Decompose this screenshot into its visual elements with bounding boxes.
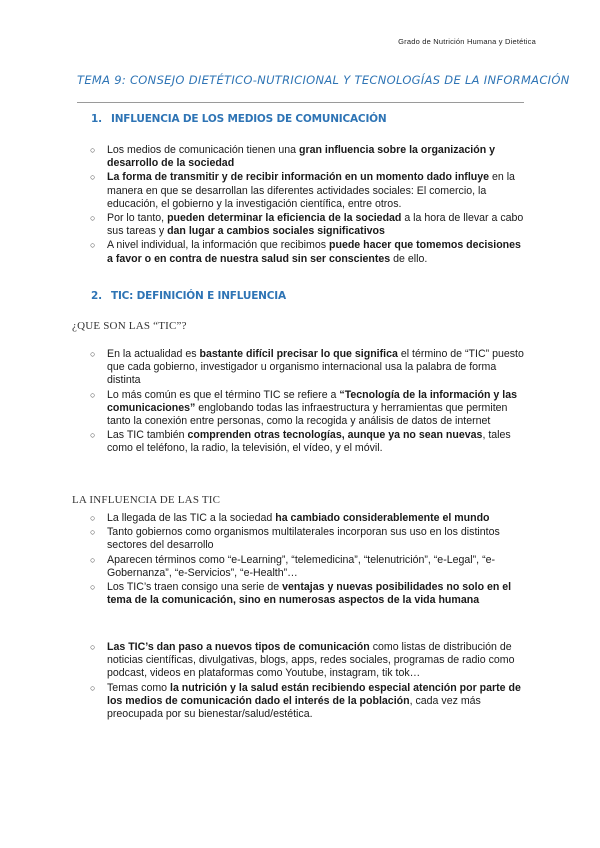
list-item xyxy=(88,526,524,552)
bold-text: comprenden otras tecnologías, aunque ya no sean nuevas xyxy=(187,429,483,442)
text: el término de “TIC” puesto que cada gobierno, investigador u organismo internacional usa la palabra de forma distinta xyxy=(107,348,524,387)
bullet-icon: ○ xyxy=(90,349,96,359)
section-heading-1 xyxy=(91,113,386,125)
bullet-list-new-communication xyxy=(88,641,524,722)
section-title: INFLUENCIA DE LOS MEDIOS DE COMUNICACIÓN xyxy=(111,113,387,125)
subheading-influencia-tic: LA INFLUENCIA DE LAS TIC xyxy=(72,494,221,506)
bullet-icon: ○ xyxy=(90,527,96,538)
list-item xyxy=(88,581,524,607)
section-title: TIC: DEFINICIÓN E INFLUENCIA xyxy=(111,290,286,302)
section-number: 1. xyxy=(91,113,102,125)
text: Temas como xyxy=(107,681,170,694)
bold-text: La forma de transmitir y de recibir información en un momento dado influye xyxy=(107,171,490,184)
text: Por lo tanto, xyxy=(107,212,168,225)
bold-text: la nutrición y la salud están recibiendo especial atención por parte de los medios de comunicación dado el interés de la población xyxy=(107,681,521,707)
list-item xyxy=(88,641,524,681)
bold-text: ha cambiado considerablemente el mundo xyxy=(275,512,490,524)
text: Los medios de comunicación tienen una xyxy=(107,144,299,156)
text: a la hora de llevar a cabo sus tareas y xyxy=(107,212,524,238)
bullet-icon: ○ xyxy=(90,554,96,565)
text: Aparecen términos como “e-Learning”, “telemedicina”, “telenutrición”, “e-Legal”, “e-Gobernanza”, “e-Servicios”, “e-Health”… xyxy=(107,553,496,579)
bold-text: Las TIC’s dan paso a nuevos tipos de comunicación xyxy=(107,641,370,653)
list-item xyxy=(88,554,524,580)
header-course-name: Grado de Nutrición Humana y Dietética xyxy=(398,37,536,46)
list-item xyxy=(88,512,524,525)
text: En la actualidad es xyxy=(107,348,200,360)
title-divider xyxy=(77,102,524,103)
bold-text: puede hacer que tomemos decisiones a favor o en contra de nuestra salud sin ser conscientes xyxy=(107,239,521,265)
text: La llegada de las TIC a la sociedad xyxy=(107,512,276,524)
text: englobando todas las infraestructura y herramientas que permiten tanto la conexión entre personas, como la recogida y análisis de datos de internet xyxy=(107,401,508,428)
list-item xyxy=(88,239,524,265)
bold-text: “Tecnología de la información y las comunicaciones” xyxy=(107,388,517,414)
text: Tanto gobiernos como organismos multilaterales incorporan sus uso en los distintos sectores del desarrollo xyxy=(107,526,500,552)
bullet-list-media-influence xyxy=(88,144,524,267)
text: , tales como el teléfono, la radio, la televisión, el vídeo, y el móvil. xyxy=(107,429,511,455)
bullet-icon: ○ xyxy=(90,430,96,441)
list-item xyxy=(88,144,524,170)
text: , cada vez más preocupada por su bienestar/salud/estética. xyxy=(107,694,481,721)
bullet-icon: ○ xyxy=(90,145,96,155)
bullet-icon: ○ xyxy=(90,682,96,693)
bullet-icon: ○ xyxy=(90,582,96,593)
bullet-icon: ○ xyxy=(90,240,96,251)
document-title: TEMA 9: CONSEJO DIETÉTICO-NUTRICIONAL Y TECNOLOGÍAS DE LA INFORMACIÓN xyxy=(77,73,570,87)
text: como listas de distribución de noticias científicas, divulgativas, blogs, apps, redes sociales, programas de radio como podcast, videos en plataformas como Youtube, instagram, tik tok… xyxy=(107,641,515,680)
list-item xyxy=(88,212,524,238)
bold-text: bastante difícil precisar lo que significa xyxy=(199,348,398,360)
bold-text: ventajas y nuevas posibilidades no solo en el tema de la comunicación, sino en numerosas aspectos de la vida humana xyxy=(107,581,512,607)
list-item xyxy=(88,171,524,211)
text: de ello. xyxy=(390,252,428,265)
text: A nivel individual, la información que recibimos xyxy=(107,239,329,252)
bullet-list-tic-definition xyxy=(88,348,524,457)
bold-text: pueden determinar la eficiencia de la sociedad xyxy=(167,212,402,225)
text: Las TIC también xyxy=(107,429,188,442)
section-number: 2. xyxy=(91,290,102,302)
bullet-icon: ○ xyxy=(90,172,96,183)
text: Los TIC’s traen consigo una serie de xyxy=(107,581,283,594)
bold-text: gran influencia sobre la organización y desarrollo de la sociedad xyxy=(107,144,496,170)
subheading-que-son-tic: ¿QUE SON LAS “TIC”? xyxy=(72,320,187,332)
list-item xyxy=(88,348,524,388)
bullet-icon: ○ xyxy=(90,642,96,652)
bold-text: dan lugar a cambios sociales significativos xyxy=(167,225,385,238)
bullet-icon: ○ xyxy=(90,513,96,523)
text: Lo más común es que el término TIC se refiere a xyxy=(107,388,340,401)
bullet-list-tic-influence xyxy=(88,512,524,608)
bullet-icon: ○ xyxy=(90,213,96,224)
text: en la manera en que se desarrollan las diferentes actividades sociales: El comercio, la educación, el gobierno y la investigación científica, entre otros. xyxy=(107,171,515,210)
list-item xyxy=(88,389,524,429)
list-item xyxy=(88,429,524,455)
bullet-icon: ○ xyxy=(90,389,96,400)
list-item xyxy=(88,682,524,722)
section-heading-2 xyxy=(91,290,286,302)
